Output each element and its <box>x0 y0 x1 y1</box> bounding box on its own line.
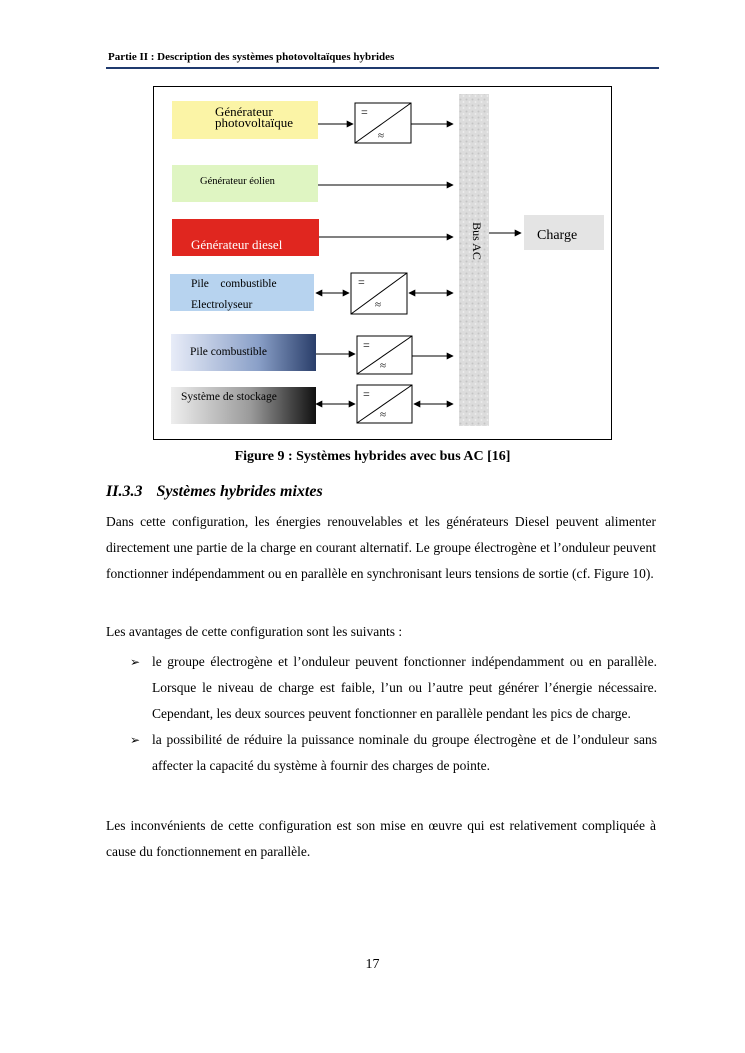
paragraph-intro: Dans cette configuration, les énergies renouvelables et les générateurs Diesel peuvent alimenter directement une partie de la charge en courant alternatif. Le groupe électrogène et l’onduleur peuvent fonctionner indépendamment ou en parallèle en synchronisant leurs tensions de sortie (cf. Figure 10). <box>106 514 656 581</box>
paragraph-advantages-lead: Les avantages de cette configuration sont les suivants : <box>106 624 403 639</box>
fuelcell2-converter <box>357 336 412 374</box>
svg-text:=: = <box>361 105 368 119</box>
section-title: Systèmes hybrides mixtes <box>156 483 323 500</box>
fuelcell2-label: Pile combustible <box>190 346 267 358</box>
section-heading <box>106 483 323 501</box>
svg-text:=: = <box>358 275 365 289</box>
bus-ac-bar <box>459 94 489 426</box>
header-rule <box>106 67 659 69</box>
list-item: ➢ le groupe électrogène et l’onduleur peuvent fonctionner indépendamment ou en parallèle. Lorsque le niveau de charge est faible, l’un ou l’autre peut générer l’énergie nécessaire. Cependant, les deux sources peuvent fonctionner en parallèle pendant les pics de charge. <box>130 649 657 727</box>
pv-label-line2: photovoltaïque <box>215 115 293 130</box>
wind-label: Générateur éolien <box>200 176 275 187</box>
running-header: Partie II : Description des systèmes photovoltaïques hybrides <box>108 51 395 63</box>
figure-caption: Figure 9 : Systèmes hybrides avec bus AC [16] <box>234 449 511 464</box>
page-number: 17 <box>365 957 380 972</box>
svg-text:≈: ≈ <box>378 130 385 142</box>
arrow-bullet-icon: ➢ <box>130 655 141 669</box>
list-item: ➢ la possibilité de réduire la puissance nominale du groupe électrogène et de l’onduleur sans affecter la capacité du système à fournir des charges de pointe. <box>130 727 657 779</box>
arrow-bullet-icon: ➢ <box>130 733 141 747</box>
hybrid-ac-bus-diagram <box>153 86 612 440</box>
pv-label-line1: Générateur <box>215 104 273 119</box>
svg-text:=: = <box>363 387 370 401</box>
storage-converter <box>357 385 412 423</box>
load-label: Charge <box>537 228 578 243</box>
bus-label: Bus AC <box>470 222 484 260</box>
pv-converter <box>355 103 411 143</box>
storage-label: Système de stockage <box>181 391 277 403</box>
fuelcell-converter <box>351 273 407 314</box>
fuelcell-label-line2: Electrolyseur <box>191 299 253 311</box>
advantages-list <box>130 649 657 779</box>
fuelcell-label-line1: Pile combustible <box>191 278 277 290</box>
diesel-label: Générateur diesel <box>191 237 283 252</box>
svg-text:≈: ≈ <box>380 409 387 421</box>
svg-text:≈: ≈ <box>375 299 382 311</box>
svg-text:=: = <box>363 338 370 352</box>
svg-text:≈: ≈ <box>380 360 387 372</box>
section-number: II.3.3 <box>106 483 143 500</box>
paragraph-disadvantages: Les inconvénients de cette configuration est son mise en œuvre qui est relativement compliquée à cause du fonctionnement en parallèle. <box>106 818 656 859</box>
